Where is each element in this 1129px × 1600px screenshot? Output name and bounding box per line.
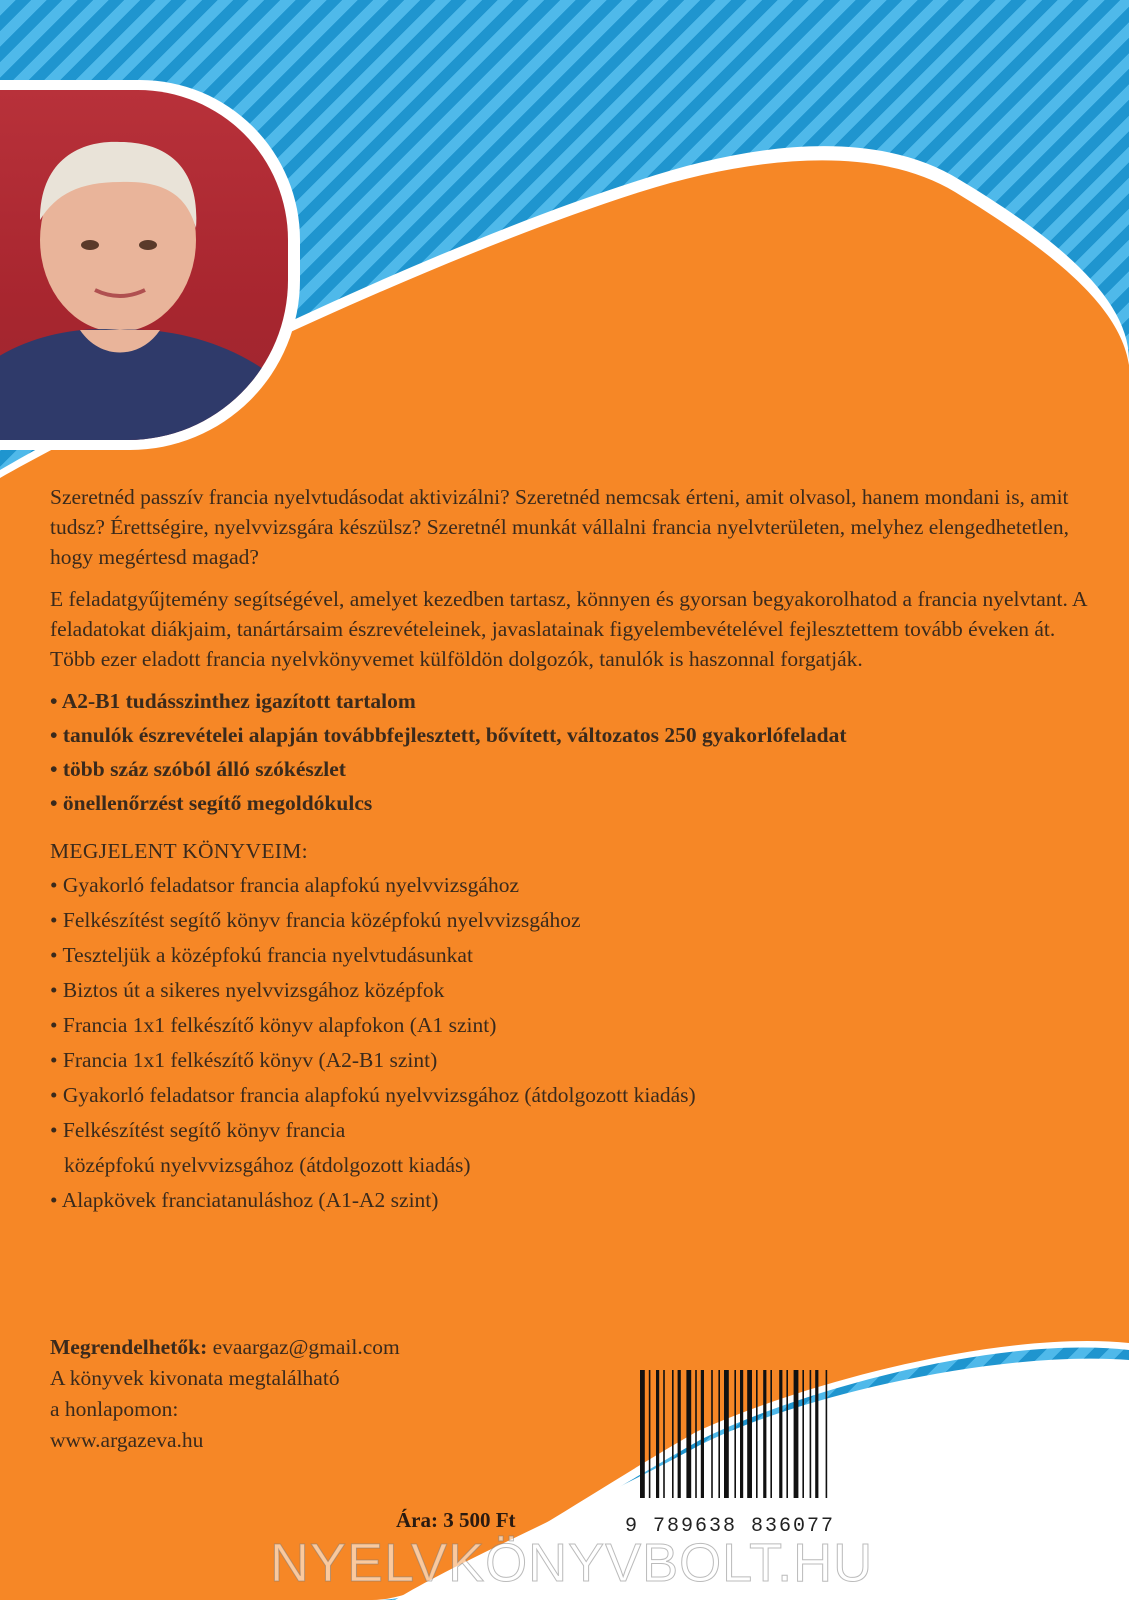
barcode-bar bbox=[711, 1370, 713, 1498]
feature-item: • több száz szóból álló szókészlet bbox=[50, 757, 346, 781]
barcode-bar bbox=[701, 1370, 704, 1498]
barcode-bar bbox=[686, 1370, 691, 1498]
email-link[interactable]: evaargaz@gmail.com bbox=[207, 1335, 400, 1359]
book-item: • Alapkövek franciatanuláshoz (A1-A2 szint) bbox=[50, 1188, 439, 1212]
barcode-bar bbox=[740, 1370, 743, 1498]
contact-line-2: A könyvek kivonata megtalálható bbox=[50, 1366, 340, 1390]
book-item-line1: • Felkészítést segítő könyv francia bbox=[50, 1118, 346, 1142]
barcode-bar bbox=[672, 1370, 674, 1498]
author-photo-frame bbox=[0, 80, 300, 450]
back-cover-text bbox=[50, 482, 1090, 1218]
barcode-bar bbox=[747, 1370, 752, 1498]
barcode-bar bbox=[724, 1370, 729, 1498]
barcode-bar bbox=[640, 1370, 645, 1498]
barcode-bar bbox=[826, 1370, 828, 1498]
barcode-bar bbox=[810, 1370, 812, 1498]
book-item: • Gyakorló feladatsor francia alapfokú nyelvvizsgához bbox=[50, 873, 519, 897]
barcode-bar bbox=[763, 1370, 766, 1498]
book-item: • Biztos út a sikeres nyelvvizsgához középfok bbox=[50, 978, 445, 1002]
order-line bbox=[50, 1332, 400, 1363]
feature-item: • önellenőrzést segítő megoldókulcs bbox=[50, 791, 373, 815]
book-item-multiline bbox=[50, 1113, 1090, 1183]
author-photo bbox=[0, 90, 288, 440]
barcode-bar bbox=[663, 1370, 665, 1498]
books-heading: MEGJELENT KÖNYVEIM: bbox=[50, 839, 308, 863]
barcode-bar bbox=[779, 1370, 782, 1498]
barcode-bar bbox=[786, 1370, 788, 1498]
order-label: Megrendelhetők: bbox=[50, 1335, 208, 1359]
barcode-bar bbox=[794, 1370, 799, 1498]
book-item: • Teszteljük a középfokú francia nyelvtudásunkat bbox=[50, 943, 473, 967]
barcode-bar bbox=[649, 1370, 651, 1498]
barcode-bar bbox=[815, 1370, 818, 1498]
book-item-line2: középfokú nyelvvizsgához (átdolgozott kiadás) bbox=[64, 1153, 471, 1177]
barcode-bar bbox=[802, 1370, 804, 1498]
website-link[interactable]: www.argazeva.hu bbox=[50, 1428, 204, 1452]
barcode-bar bbox=[656, 1370, 659, 1498]
barcode bbox=[636, 1370, 886, 1500]
contact-block bbox=[50, 1332, 400, 1456]
feature-item: • tanulók észrevételei alapján továbbfejlesztett, bővített, változatos 250 gyakorlófeladat bbox=[50, 723, 847, 747]
books-list bbox=[50, 868, 1090, 1218]
feature-list bbox=[50, 686, 1090, 818]
barcode-bar bbox=[756, 1370, 758, 1498]
barcode-bar bbox=[718, 1370, 720, 1498]
book-item: • Gyakorló feladatsor francia alapfokú nyelvvizsgához (átdolgozott kiadás) bbox=[50, 1083, 696, 1107]
book-item: • Felkészítést segítő könyv francia középfokú nyelvvizsgához bbox=[50, 908, 581, 932]
price-label: Ára: 3 500 Ft bbox=[396, 1508, 516, 1532]
author-portrait-illustration bbox=[0, 90, 288, 440]
barcode-bar bbox=[678, 1370, 681, 1498]
intro-paragraph-2: E feladatgyűjtemény segítségével, amelyet kezedben tartasz, könnyen és gyorsan begyakorolhatod a francia nyelvtant. A feladatokat diákjaim, tanártársaim észrevételeinek, javaslatainak figyelembevételével fejlesztettem tovább éveken át. Több ezer eladott francia nyelvkönyvemet külföldön dolgozók, tanulók is haszonnal forgatják. bbox=[50, 587, 1087, 671]
book-item: • Francia 1x1 felkészítő könyv alapfokon (A1 szint) bbox=[50, 1013, 497, 1037]
contact-line-3: a honlapomon: bbox=[50, 1397, 179, 1421]
feature-item: • A2-B1 tudásszinthez igazított tartalom bbox=[50, 689, 416, 713]
barcode-digits: 9 789638 836077 bbox=[625, 1515, 836, 1538]
barcode-bar bbox=[770, 1370, 772, 1498]
barcode-bar bbox=[734, 1370, 736, 1498]
book-item: • Francia 1x1 felkészítő könyv (A2-B1 szint) bbox=[50, 1048, 438, 1072]
watermark: NYELVKÖNYVBOLT.HU bbox=[270, 1533, 874, 1593]
intro-paragraph-1: Szeretnéd passzív francia nyelvtudásodat aktivizálni? Szeretnéd nemcsak érteni, amit olvasol, hanem mondani is, amit tudsz? Érettségire, nyelvvizsgára készülsz? Szeretnél munkát vállalni francia nyelvterületen, melyhez elengedhetetlen, hogy megértesd magad? bbox=[50, 485, 1070, 569]
barcode-bar bbox=[695, 1370, 697, 1498]
